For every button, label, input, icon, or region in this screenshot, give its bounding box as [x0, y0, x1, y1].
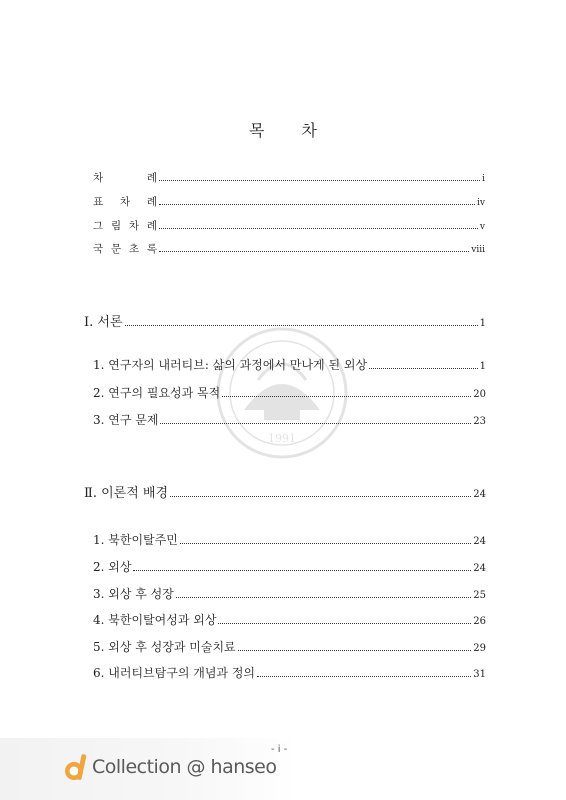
- section-label: 3. 연구 문제: [93, 413, 159, 427]
- label-char: 초: [128, 243, 140, 255]
- toc-page-number: 1: [479, 318, 486, 329]
- toc-page-number: 29: [473, 643, 486, 654]
- toc-section-1-2[interactable]: [93, 384, 486, 401]
- dot-leader: [257, 675, 471, 677]
- section-label: 5. 외상 후 성장과 미술치료: [93, 640, 236, 654]
- dot-leader: [160, 422, 471, 424]
- label-char: 록: [146, 243, 157, 255]
- chapter-label: Ⅱ. 이론적 배경: [84, 486, 169, 501]
- toc-page-number: 24: [473, 489, 486, 500]
- label-char: 례: [146, 220, 157, 232]
- section-label: 4. 북한이탈여성과 외상: [93, 613, 217, 627]
- label-char: 차: [128, 220, 140, 232]
- toc-section-1-3[interactable]: [93, 411, 486, 428]
- toc-page-number: 24: [473, 563, 486, 574]
- toc-page-number: 25: [473, 590, 486, 601]
- seal-year: 1991: [268, 432, 296, 445]
- dot-leader: [159, 179, 480, 181]
- dot-leader: [159, 203, 475, 205]
- label-char: 차: [93, 172, 104, 184]
- page-number: - i -: [271, 744, 288, 755]
- footer-brand-text: Collection @ hanseo: [92, 756, 277, 778]
- toc-page-number: i: [482, 174, 485, 184]
- section-label: 2. 외상: [93, 560, 132, 574]
- label-char: 차: [119, 196, 131, 208]
- toc-page-number: 31: [473, 669, 486, 680]
- dcollection-logo[interactable]: [62, 750, 298, 784]
- toc-chapter-1[interactable]: [84, 311, 486, 330]
- dot-leader: [159, 250, 469, 252]
- toc-entry-label: [93, 194, 157, 209]
- chapter-label: Ⅰ. 서론: [84, 315, 123, 330]
- toc-section-1-1[interactable]: [93, 356, 486, 373]
- dot-leader: [125, 324, 478, 326]
- dot-leader: [176, 596, 471, 598]
- label-char: 그: [93, 220, 104, 232]
- label-char: 례: [146, 172, 157, 184]
- toc-entry-label: [93, 170, 157, 185]
- section-label: 1. 연구자의 내러티브: 삶의 과정에서 만나게 된 외상: [93, 358, 368, 372]
- dot-leader: [170, 495, 471, 497]
- toc-entry-label: [93, 241, 157, 256]
- dot-leader: [159, 227, 478, 229]
- toc-entry-label: [93, 218, 157, 233]
- toc-page-number: 1: [479, 361, 486, 372]
- toc-page-number: iv: [477, 198, 485, 208]
- dcollection-d-icon: [62, 752, 90, 782]
- toc-section-2-5[interactable]: [93, 638, 486, 655]
- dot-leader: [218, 622, 471, 624]
- dot-leader: [238, 649, 472, 651]
- toc-page-number: viii: [471, 245, 485, 255]
- label-char: 례: [146, 196, 157, 208]
- toc-entry-figure-list[interactable]: [93, 218, 485, 233]
- toc-section-2-4[interactable]: [93, 611, 486, 628]
- toc-page-number: 26: [473, 616, 486, 627]
- toc-page-number: v: [479, 222, 485, 232]
- toc-section-2-3[interactable]: [93, 585, 486, 602]
- toc-chapter-2[interactable]: [84, 482, 486, 501]
- toc-title: 목 차: [249, 121, 333, 140]
- section-label: 2. 연구의 필요성과 목적: [93, 386, 221, 400]
- toc-entry-contents[interactable]: [93, 170, 485, 185]
- dot-leader: [133, 569, 471, 571]
- dot-leader: [369, 367, 478, 369]
- dot-leader: [180, 542, 471, 544]
- toc-entry-table-list[interactable]: [93, 194, 485, 209]
- section-label: 1. 북한이탈주민: [93, 533, 178, 547]
- toc-entry-korean-abstract[interactable]: [93, 241, 485, 256]
- label-char: 림: [110, 220, 122, 232]
- toc-page-number: 20: [473, 389, 486, 400]
- toc-page-number: 24: [473, 536, 486, 547]
- section-label: 6. 내러티브탐구의 개념과 정의: [93, 666, 255, 680]
- toc-section-2-6[interactable]: [93, 664, 486, 681]
- label-char: 국: [93, 243, 104, 255]
- toc-page-number: 23: [473, 416, 486, 427]
- dot-leader: [222, 395, 471, 397]
- section-label: 3. 외상 후 성장: [93, 587, 174, 601]
- toc-section-2-1[interactable]: [93, 531, 486, 548]
- label-char: 표: [93, 196, 104, 208]
- label-char: 문: [110, 243, 122, 255]
- toc-section-2-2[interactable]: [93, 558, 486, 575]
